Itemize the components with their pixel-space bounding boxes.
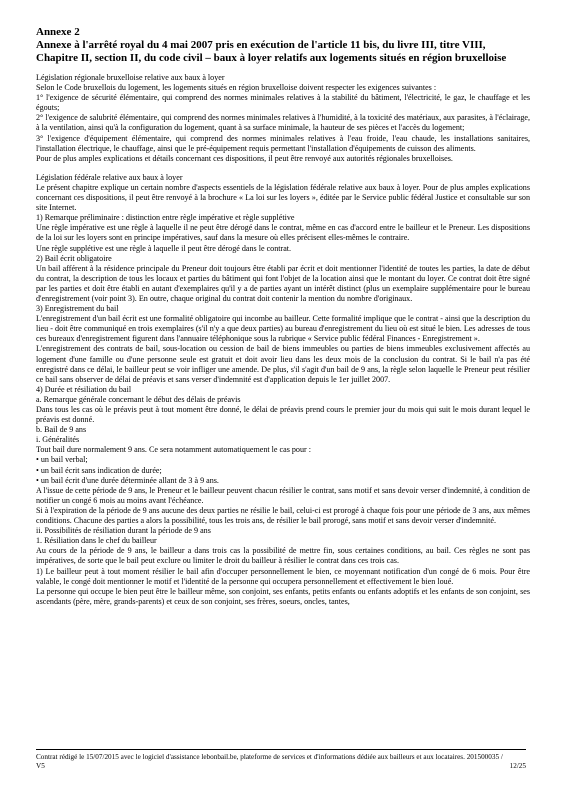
paragraph: 1) Remarque préliminaire : distinction entre règle impérative et règle supplétive [36,213,295,223]
section-spacer [36,164,530,173]
paragraph: 2° l'exigence de salubrité élémentaire, qui comprend des normes minimales relatives à l'humidité, à la toxicité des matériaux, aux parasites, à l'éclairage, à la ventilation, ainsi qu'à la configuration du logement, quant à sa surface minimale, la hauteur de ses pièces et l'accès du logement; [36,113,530,133]
footer-text: Contrat rédigé le 15/07/2015 avec le logiciel d'assistance lebonbail.be, plateforme de services et d'informations dédiée aux bailleurs et aux locataires. 201500035 / V5 [36,753,503,770]
bullet-item: • un bail écrit sans indication de durée; [36,466,530,476]
paragraph: 3) Enregistrement du bail [36,304,119,314]
bullet-item: • un bail verbal; [36,455,530,465]
paragraph: Tout bail dure normalement 9 ans. Ce sera notamment automatiquement le cas pour : [36,445,311,455]
paragraph: Le présent chapitre explique un certain nombre d'aspects essentiels de la législation fédérale relative aux baux à loyer. Pour de plus amples explications concernant ces dispositions, il peut être renvoyé à la brochure « La loi sur les loyers », éditée par le Service public fédéral Justice et consultable sur son site Internet. [36,182,530,213]
paragraph: Un bail afférent à la résidence principale du Preneur doit toujours être établi par écrit et doit mentionner l'identité de toutes les parties, la date de début du contrat, la description de tous les locaux et parties du bâtiment qui font l'objet de la location ainsi que le montant du loyer. Ce contrat doit être signé par les parties et doit être établi en autant d'exemplaires qu'il y a de parties ayant un intérêt distinct (plus un exemplaire supplémentaire pour le bureau d'enregistrement (voir point 3). En outre, chaque original du contrat doit contenir la mention du nombre d'originaux. [36,263,530,303]
federal-legislation-section [36,173,530,607]
paragraph: 2) Bail écrit obligatoire [36,253,112,263]
paragraph: Une règle impérative est une règle à laquelle il ne peut être dérogé dans le contrat, même en cas d'accord entre le bailleur et le Preneur. Les dispositions de la loi sur les loyers sont en principe impératives, sauf dans la mesure où elles précisent elles-mêmes le contraire. [36,223,530,243]
paragraph: Pour de plus amples explications et détails concernant ces dispositions, il peut être renvoyé aux autorités régionales bruxelloises. [36,153,453,163]
paragraph: i. Généralités [36,435,80,445]
paragraph: 4) Durée et résiliation du bail [36,384,132,394]
paragraph: L'enregistrement des contrats de bail, sous-location ou cession de bail de biens immeubles ou parties de biens immeubles exclusivement affectés au logement d'une famille ou d'une personne seule est gratuit et doit avoir lieu dans les deux mois de la conclusion du contrat. Si le bail n'a pas été enregistré dans ce délai, le bailleur peut se voir infliger une amende. De plus, s'il s'agit d'un bail de 9 ans, la règle selon laquelle le Preneur peut résilier ce bail sans observer de délai de préavis et sans verser d'indemnité est d'application depuis le 1er juillet 2007. [36,344,530,384]
paragraph: 3° l'exigence d'équipement élémentaire, qui comprend des normes minimales relatives à l'eau froide, l'eau chaude, les installations sanitaires, l'installation électrique, le chauffage, ainsi que le pré-équipement requis permettant l'installation d'équipements de cuisson des aliments. [36,133,530,153]
paragraph: A l'issue de cette période de 9 ans, le Preneur et le bailleur peuvent chacun résilier le contrat, sans motif et sans devoir verser d'indemnité, à condition de notifier un congé 6 mois au moins avant l'échéance. [36,485,530,505]
paragraph: ii. Possibilités de résiliation durant la période de 9 ans [36,526,211,536]
paragraph: Une règle supplétive est une règle à laquelle il peut être dérogé dans le contrat. [36,243,292,253]
paragraph: Dans tous les cas où le préavis peut à tout moment être donné, le délai de préavis prend cours le premier jour du mois qui suit le mois durant lequel le préavis est donné. [36,405,530,425]
paragraph: Législation fédérale relative aux baux à loyer [36,172,183,182]
paragraph: Législation régionale bruxelloise relative aux baux à loyer [36,73,225,82]
paragraph: b. Bail de 9 ans [36,425,87,435]
paragraph: La personne qui occupe le bien peut être le bailleur même, son conjoint, ses enfants, petits enfants ou enfants adoptifs et les enfants de son conjoint, ses ascendants (père, mère, grands-parents) et ceux de son conjoint, ses frères, soeurs, oncles, tantes, [36,586,530,606]
paragraph: a. Remarque générale concernant le début des délais de préavis [36,394,241,404]
paragraph: 1° l'exigence de sécurité élémentaire, qui comprend des normes minimales relatives à la stabilité du bâtiment, l'électricité, le gaz, le chauffage et les égouts; [36,93,530,113]
paragraph: Selon le Code bruxellois du logement, les logements situés en région bruxelloise doivent respecter les exigences suivantes : [36,83,437,93]
page-number: 12/25 [509,762,526,770]
regional-legislation-section [36,73,530,164]
annex-label: Annexe 2 [36,26,80,38]
paragraph: 1. Résiliation dans le chef du bailleur [36,536,157,546]
paragraph: 1) Le bailleur peut à tout moment résilier le bail afin d'occuper personnellement le bien, ce moyennant notification d'un congé de 6 mois. Pour être valable, le congé doit mentionner le motif et l'identité de la personne qui occupera personnellement et effectivement le bien loué. [36,566,530,586]
bullet-item: • un bail écrit d'une durée déterminée allant de 3 à 9 ans. [36,476,530,486]
paragraph: Au cours de la période de 9 ans, le bailleur a dans trois cas la possibilité de mettre fin, sous certaines conditions, au bail. Ces règles ne sont pas impératives, de sorte que le bail peut exclure ou limiter le droit du bailleur à résilier le contrat dans ces trois cas. [36,546,530,566]
page-footer [36,749,526,771]
paragraph: Si à l'expiration de la période de 9 ans aucune des deux parties ne résilie le bail, celui-ci est prorogé à chaque fois pour une période de 3 ans, aux mêmes conditions. Chacune des parties a alors la possibilité, tous les trois ans, de résilier le bail prorogé, sans motif et sans devoir verser d'indemnité. [36,505,530,526]
document-title: Annexe à l'arrêté royal du 4 mai 2007 pris en exécution de l'article 11 bis, du livre III, titre VIII, Chapitre II, section II, du code civil – baux à loyer relatifs aux logements situés en région bruxelloise [36,39,507,64]
paragraph: L'enregistrement d'un bail écrit est une formalité obligatoire qui incombe au bailleur. Cette formalité implique que le contrat - ainsi que la description du lieu - doit être communiqué en trois exemplaires (s'il n'y a que deux parties) au bureau d'enregistrement du lieu où est situé le bien. Les adresses de tous ces bureaux d'enregistrement figurent dans l'annuaire téléphonique sous la rubrique « Service public fédéral Finances - Enregistrement ». [36,314,530,344]
